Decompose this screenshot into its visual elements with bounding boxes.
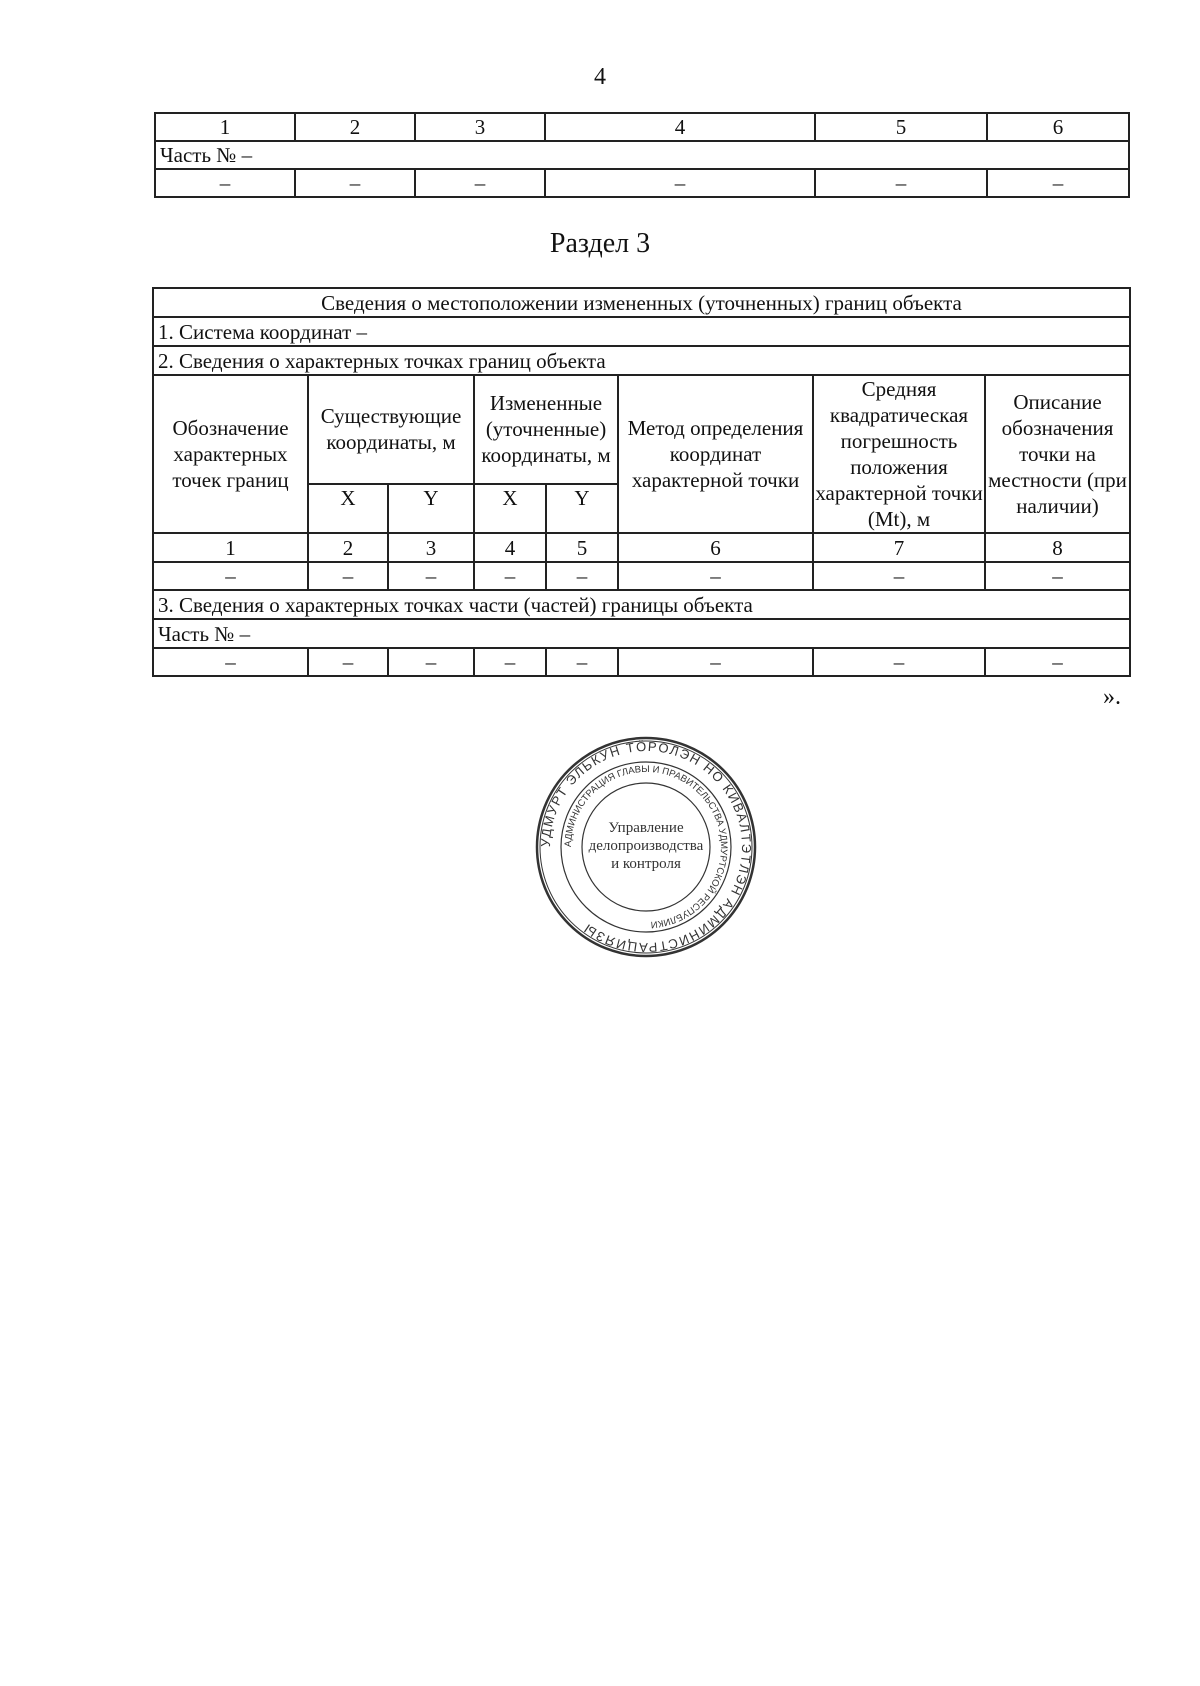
table-row	[153, 288, 1130, 317]
col-number: 4	[474, 533, 546, 562]
table-cell: –	[985, 562, 1130, 590]
table-row	[153, 590, 1130, 619]
seal-center-line: Управление	[608, 820, 684, 836]
col-number: 3	[388, 533, 474, 562]
table-cell: –	[153, 648, 308, 676]
header-description: Описание обозначения точки на местности (при наличии)	[985, 375, 1130, 533]
table-cell: –	[545, 169, 815, 197]
header-y: Y	[388, 484, 474, 533]
col-number: 6	[987, 113, 1129, 141]
table-row	[153, 346, 1130, 375]
table-row	[153, 648, 1130, 676]
col-number: 2	[295, 113, 415, 141]
section-title: Раздел 3	[549, 228, 651, 259]
seal-middle-text: АДМИНИСТРАЦИЯ ГЛАВЫ И ПРАВИТЕЛЬСТВА УДМУРТСКОЙ РЕСПУБЛИКИ	[562, 763, 730, 930]
official-seal-stamp	[535, 736, 757, 958]
col-number: 6	[618, 533, 813, 562]
table-cell: –	[546, 648, 618, 676]
points-heading: 2. Сведения о характерных точках границ объекта	[153, 346, 1130, 375]
table-cell: –	[815, 169, 987, 197]
col-number: 8	[985, 533, 1130, 562]
header-changed-coordinates: Измененные (уточненные) координаты, м	[474, 375, 618, 484]
part-label: Часть № –	[155, 141, 1129, 169]
table-cell: –	[415, 169, 545, 197]
table-row	[153, 562, 1130, 590]
table-cell: –	[618, 648, 813, 676]
col-number: 3	[415, 113, 545, 141]
table-row	[153, 619, 1130, 648]
table-cell: –	[474, 562, 546, 590]
table-cell: –	[813, 648, 985, 676]
seal-center-line: и контроля	[611, 856, 681, 872]
header-existing-coordinates: Существующие координаты, м	[308, 375, 474, 484]
table-cell: –	[985, 648, 1130, 676]
page-number: 4	[594, 64, 606, 90]
table-row	[153, 533, 1130, 562]
table-cell: –	[153, 562, 308, 590]
parts-heading: 3. Сведения о характерных точках части (частей) границы объекта	[153, 590, 1130, 619]
table-cell: –	[546, 562, 618, 590]
seal-outer-text: УДМУРТ ЭЛЬКУН ТӦРОЛЭН НО КИВАЛТЭТЛЭН АДМИНИСТРАЦИЯЗЫ	[537, 738, 755, 956]
table-cell: –	[987, 169, 1129, 197]
table-title: Сведения о местоположении измененных (уточненных) границ объекта	[153, 288, 1130, 317]
boundary-table	[152, 287, 1131, 677]
col-number: 7	[813, 533, 985, 562]
col-number: 4	[545, 113, 815, 141]
table-row	[155, 169, 1129, 197]
table-cell: –	[155, 169, 295, 197]
header-x: X	[474, 484, 546, 533]
col-number: 1	[155, 113, 295, 141]
table-row	[155, 113, 1129, 141]
col-number: 5	[815, 113, 987, 141]
header-error: Средняя квадратическая погрешность положения характерной точки (Mt), м	[813, 375, 985, 533]
table-cell: –	[388, 648, 474, 676]
table-cell: –	[618, 562, 813, 590]
table-row	[155, 141, 1129, 169]
coordinate-system-row: 1. Система координат –	[153, 317, 1130, 346]
col-number: 2	[308, 533, 388, 562]
closing-quote-mark: ».	[1103, 684, 1121, 710]
header-x: X	[308, 484, 388, 533]
header-designation: Обозначение характерных точек границ	[153, 375, 308, 533]
table-cell: –	[308, 562, 388, 590]
header-y: Y	[546, 484, 618, 533]
continuation-table	[154, 112, 1130, 198]
table-cell: –	[308, 648, 388, 676]
header-method: Метод определения координат характерной точки	[618, 375, 813, 533]
table-row	[153, 375, 1130, 484]
col-number: 1	[153, 533, 308, 562]
seal-center-line: делопроизводства	[588, 838, 704, 854]
table-row	[153, 317, 1130, 346]
col-number: 5	[546, 533, 618, 562]
table-cell: –	[474, 648, 546, 676]
part-label: Часть № –	[153, 619, 1130, 648]
table-cell: –	[295, 169, 415, 197]
table-cell: –	[388, 562, 474, 590]
table-cell: –	[813, 562, 985, 590]
